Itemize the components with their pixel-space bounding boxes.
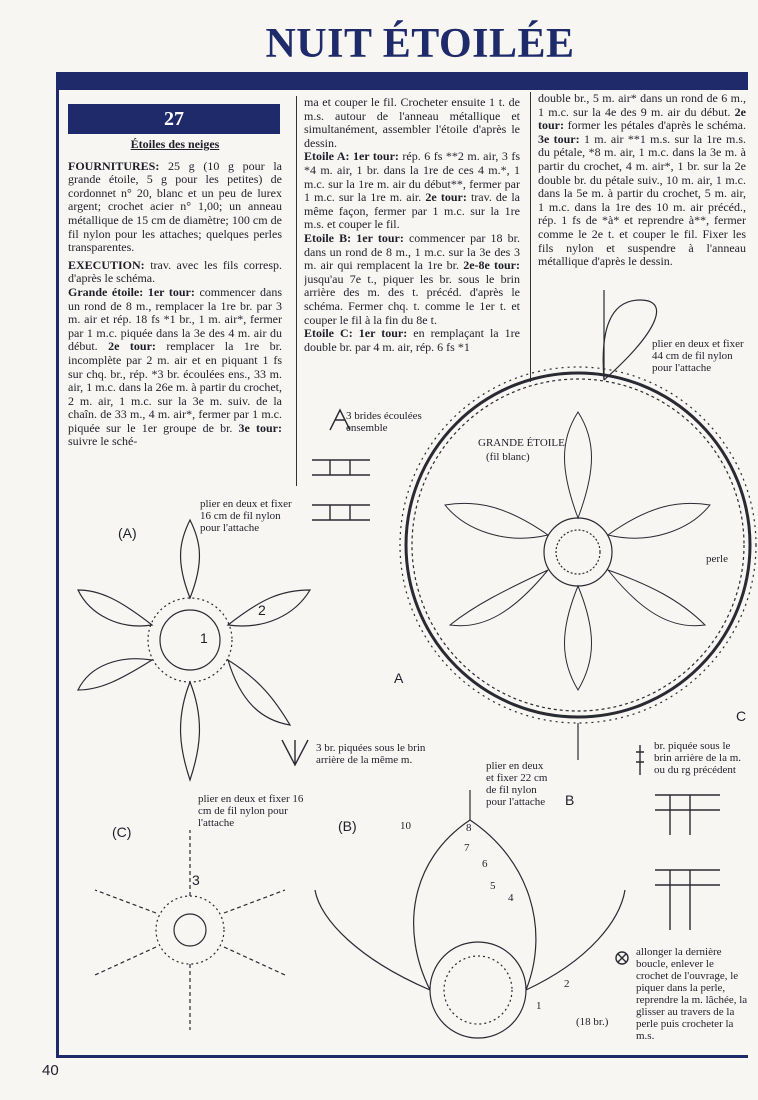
col3-tour2-text: former les pétales d'après le schéma. [567,118,746,133]
petal [450,570,548,626]
label-tour-3: 3 [192,872,200,888]
col3-intro: double br., 5 m. air* dans un rond de 6 m., 1 m.c. sur la 4e des 9 m. air du début. [538,92,746,119]
petal [565,586,592,690]
star-a-petal [181,520,200,598]
petal [608,570,705,626]
piquees-symbol [282,740,308,765]
etoile-b-label: Etoile B: 1er tour: [304,230,404,245]
label-brides-ecoulees: 3 brides écoulées ensemble [346,410,422,434]
star-a-petal [78,590,152,626]
label-plier-16-c: plier en deux et fixer 16 cm de fil nylon pour l'attache [198,793,304,829]
grande-etoile-text: commencer dans un rond de 8 m., remplacer la 1re br. par 3 m. air et rép. 18 fs *1 br., 1 m. air*, fermer par 1 m.c. piquée dans la 3e des 4 m. air du début. [68,284,282,354]
label-fil-blanc: (fil blanc) [486,451,530,463]
pattern-number-badge: 27 [68,104,280,134]
etoile-a-tour2-label: 2e tour: [425,190,467,205]
star-c-center [156,896,224,964]
metal-ring [406,373,750,717]
hook-illustration-4 [655,870,720,930]
star-a-center [160,610,220,670]
page-number: 40 [42,1062,59,1079]
label-plier-22: plier en deux et fixer 22 cm de fil nylon pour l'attache [486,760,548,808]
pattern-subtitle: Étoiles des neiges [130,137,220,151]
star-c-spokes [95,830,285,1030]
label-plier-44: plier en deux et fixer 44 cm de fil nylon pour l'attache [652,338,744,374]
tour2-label: 2e tour: [108,339,156,354]
label-tour-4: 4 [508,892,514,904]
label-tour-1: 1 [200,630,208,646]
tour3-label: 3e tour: [238,420,282,435]
center-inner [556,530,600,574]
label-br-piquee: br. piquée sous le brin arrière de la m. ou du rg précédent [654,740,742,776]
star-a-petal [228,590,310,626]
star-c-diagram [95,830,285,1030]
star-c-inner [174,914,206,946]
col3-tour2-label: 2e tour: [538,104,746,133]
etoile-b-tour2-text: jusqu'au 7e t., piquer les br. sous le brin arrière des m. des t. précéd. d'après le schéma. Fermer chq. t. comme le 1er t. et couper le fil à la fin du 8e t. [304,271,520,327]
label-tour-7: 7 [464,842,470,854]
br-piquee-symbol [636,745,644,775]
label-tour-10: 10 [400,820,411,832]
col2-intro: ma et couper le fil. Crocheter ensuite 1 t. de m.s. autour de l'anneau métallique et simultanément, assembler l'étoile d'après le dessin. [304,96,520,150]
page-title: NUIT ÉTOILÉE [265,21,575,67]
label-perle: perle [706,553,728,565]
col3-tour3-label: 3e tour: [538,131,580,146]
tour3-text: suivre le sché- [68,434,138,449]
col3-tour3-text: 1 m. air **1 m.s. sur la 1re m.s. du pétale, *8 m. air, 1 m.c. dans la 3e m. à partir du crochet, 4 m. air*, 1 br. sur la 2e double br. du pétale suiv., 10 m. air, 1 m.c. dans la 5e m. à partir du crochet, 5 m. air, 1 m.c. dans la 1re des 10 m. air précéd., rép. 1 fs de *à* et reprendre à**, fermer comme le 2e t. et couper le fil. Fixer les fils nylon et suspendre à l'anneau métallique d'après le dessin. [538,131,746,269]
materials-text: 25 g (10 g pour la grande étoile, 5 g pour les petites) de cordonnet n° 20, blanc et un peu de lurex argent; crochet acier n° 1,00; un anneau métallique de 15 cm de diamètre; 100 cm de fil nylon pour les attaches; quelques perles transparentes. [68,158,282,255]
grande-etoile-label: Grande étoile: 1er tour: [68,284,195,299]
star-a-petal [228,660,290,725]
hook-illustration-2 [312,505,370,520]
execution-label: EXECUTION: [68,257,145,272]
star-a-diagram [78,520,310,780]
hook-illustration-1 [312,460,370,475]
star-a-petal [181,682,200,780]
label-diagram-b: (B) [338,818,357,834]
label-diagram-c: (C) [112,824,132,840]
petal [565,412,592,518]
star-a-petal [78,659,152,690]
label-a: A [394,670,404,686]
petal [445,503,548,538]
etoile-a-tour2-text: trav. de la même façon, fermer par 1 m.c. sur la 1re m.s. et couper le fil. [304,190,520,232]
etoile-c-text: en remplaçant la 1re double br. par 4 m. air, rép. 6 fs *1 [304,326,520,354]
label-tour-2b: 2 [564,978,570,990]
label-b: B [565,792,575,808]
label-allonger: allonger la dernière boucle, enlever le crochet de l'ouvrage, le piquer dans la perle, reprendre la m. lâchée, la glisser au travers de la perle puis crocheter la m.s. [636,946,748,1042]
materials-label: FOURNITURES: [68,158,160,173]
ring-stitches [412,379,744,711]
hanging-loop [603,300,656,380]
label-diagram-a: (A) [118,525,137,541]
label-tour-1b: 1 [536,1000,542,1012]
label-tour-8: 8 [466,822,472,834]
label-tour-6: 6 [482,858,488,870]
label-tour-5: 5 [490,880,496,892]
petal [608,503,710,538]
star-b-side-arcs [315,890,625,990]
etoile-a-text: rép. 6 fs **2 m. air, 3 fs *4 m. air, 1 br. dans la 1re de ces 4 m.*, 1 m.c. sur la 1re m. air du début**, fermer par 1 m.c. sur la 1re m. air. [304,149,520,205]
etoile-b-text: commencer par 18 br. dans un rond de 8 m., 1 m.c. sur la 3e des 3 m. air qui remplacent la 1re br. [304,230,520,273]
etoile-b-tour2-label: 2e-8e tour: [463,258,520,273]
label-18-br: (18 br.) [576,1016,609,1028]
etoile-a-label: Etoile A: 1er tour: [304,149,399,164]
hook-illustration-3 [655,795,720,835]
star-b-inner [444,956,512,1024]
tour2-text: remplacer la 1re br. incomplète par 2 m. air et en piquant 1 fs sur chq. br., rép. *3 br. écoulées ens., 33 m. air, 1 m.c. dans la 26e m. à partir du crochet, 2 m. air, 1 m.c. sur la 3e m. suiv. de la chaîn. de 33 m., 4 m. air*, fermer par 1 m.c. piquée sur le 1er groupe de br. [68,339,282,435]
execution-text: trav. avec les fils corresp. d'après le schéma. [68,257,282,286]
center-ring [544,518,612,586]
etoile-c-label: Etoile C: 1er tour: [304,326,408,341]
ring-outer-stitches [400,367,756,723]
bead-cross [618,954,626,962]
label-tour-2: 2 [258,602,266,618]
label-piquees: 3 br. piquées sous le brin arrière de la même m. [316,742,426,766]
label-plier-16-a: plier en deux et fixer 16 cm de fil nylon pour l'attache [200,498,292,534]
star-b-upper-arc [414,820,536,990]
stitch-symbols [282,410,720,964]
label-grande-etoile: GRANDE ÉTOILE [478,437,565,449]
label-c: C [736,708,747,724]
